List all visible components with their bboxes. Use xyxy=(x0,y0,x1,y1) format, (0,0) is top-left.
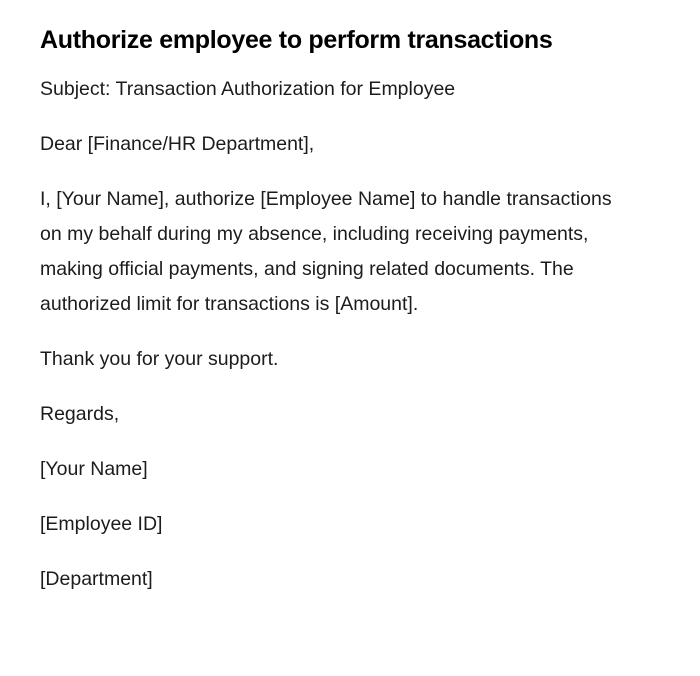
signature-name: [Your Name] xyxy=(40,458,148,480)
signature-employee-id: [Employee ID] xyxy=(40,513,163,535)
closing-line: Regards, xyxy=(40,403,120,425)
body-paragraph: I, [Your Name], authorize [Employee Name] to handle transactions on my behalf during my absence, including receiving payments, making official payments, and signing related documents. The authorized limit for transactions is [Amount]. xyxy=(40,188,612,315)
signature-department: [Department] xyxy=(40,568,153,590)
thanks-line: Thank you for your support. xyxy=(40,348,279,370)
subject-line: Subject: Transaction Authorization for Employee xyxy=(40,78,456,100)
page-title: Authorize employee to perform transactions xyxy=(40,26,553,54)
salutation: Dear [Finance/HR Department], xyxy=(40,133,315,155)
